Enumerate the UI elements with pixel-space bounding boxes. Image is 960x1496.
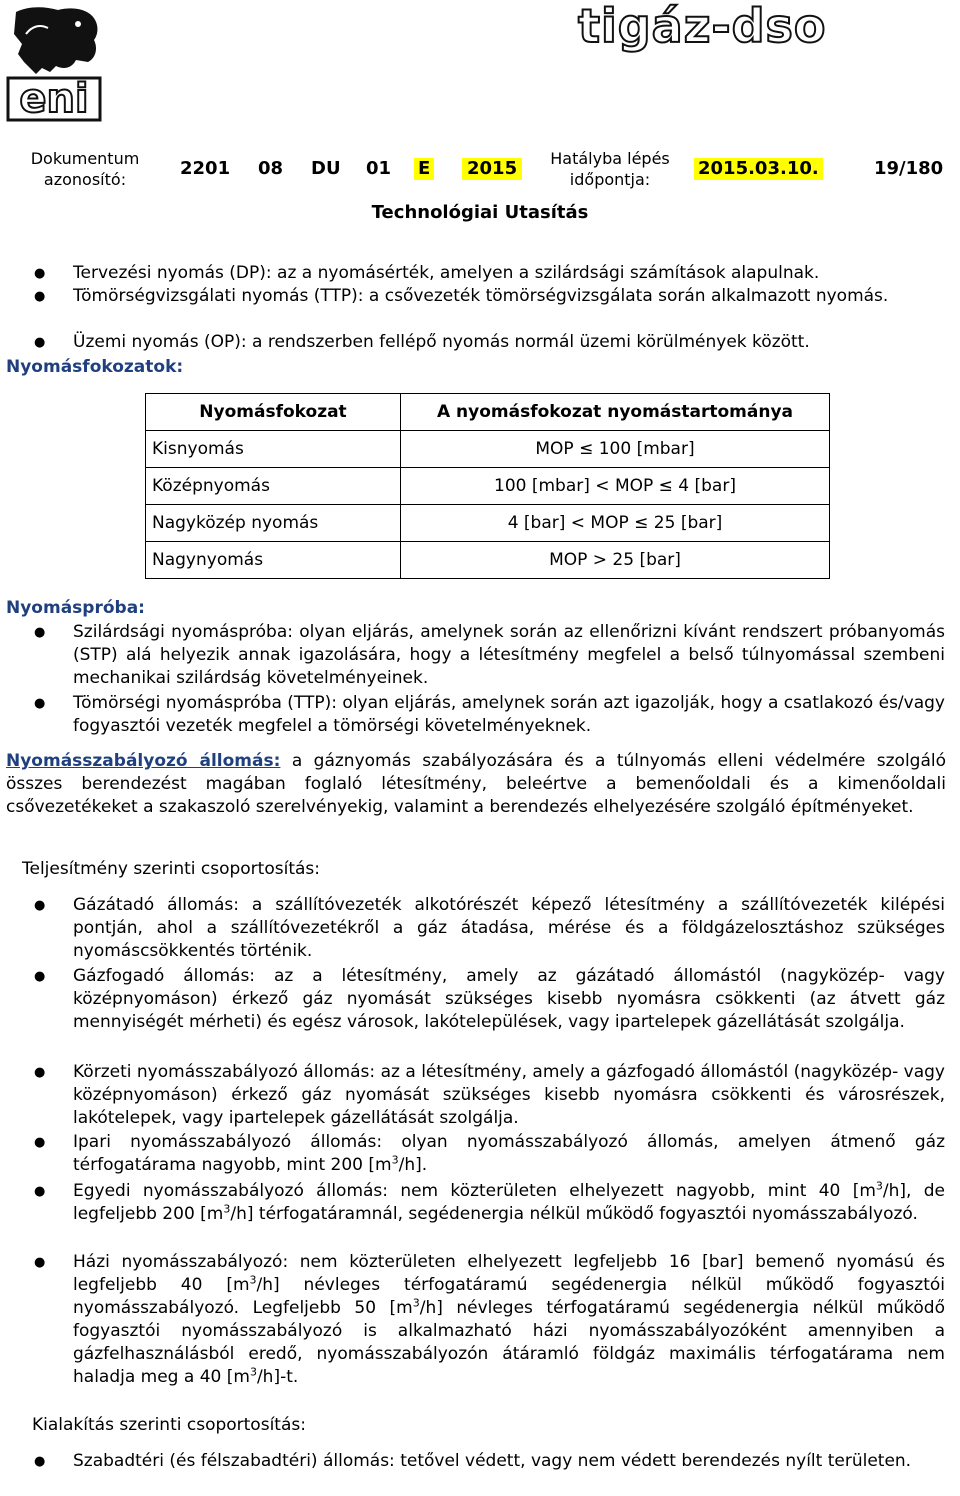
list-item: Üzemi nyomás (OP): a rendszerben fellépő nyomás normál üzemi körülmények között. <box>73 332 810 352</box>
section-heading-pressure-test: Nyomáspróba: <box>6 598 145 618</box>
bullet-dot: ● <box>34 696 46 711</box>
section-heading-capacity: Teljesítmény szerinti csoportosítás: <box>22 859 320 879</box>
effective-label: Hatályba lépés időpontja: <box>550 149 670 189</box>
station-definition-text: a gáznyomás szabályozására és a túlnyomás elleni védelmére szolgáló összes berendezést magában foglaló létesítmény, beleértve a bemenőoldali és a kimenőoldali csővezetékeket a szakaszoló szerelvényekig, valamint a berendezés elhelyezésére szolgáló építményeket. <box>6 751 946 817</box>
bullet-dot: ● <box>34 335 46 350</box>
list-item: Szilárdsági nyomáspróba: olyan eljárás, amelynek során az ellenőrizni kívánt rendszert próbanyomás (STP) alá helyezik annak igazolására, hogy a létesítmény megfelel a belső túlnyomással szembeni mechanikai szilárdság követelményeinek. <box>73 622 945 688</box>
bullet-dot: ● <box>34 969 46 984</box>
effective-date: 2015.03.10. <box>694 158 823 180</box>
document-title: Technológiai Utasítás <box>371 202 589 223</box>
table-header: Nyomásfokozat <box>146 394 401 431</box>
table-row <box>146 431 830 468</box>
bullet-dot: ● <box>34 625 46 640</box>
doc-code-1: 2201 <box>180 158 231 179</box>
pressure-level-table <box>145 393 830 579</box>
bullet-dot: ● <box>34 1135 46 1150</box>
eni-logo <box>6 4 102 122</box>
table-row <box>146 542 830 579</box>
table-header: A nyomásfokozat nyomástartománya <box>401 394 830 431</box>
page-number: 19/180 <box>874 158 944 179</box>
doc-code-2: 08 <box>258 158 284 179</box>
table-cell: Nagyközép nyomás <box>146 505 401 542</box>
list-item: Gázfogadó állomás: az a létesítmény, amely az gázátadó állomástól (nagyközép- vagy középnyomáson) érkező gáz nyomását szükséges kisebb nyomásra csökkenti (az átvett gáz mennyiségét mérheti) és egész városok, lakótelepülések, vagy ipartelepek gázellátását szolgálja. <box>73 966 945 1032</box>
eni-wordmark: eni <box>19 76 89 122</box>
table-cell: Kisnyomás <box>146 431 401 468</box>
doc-code-5: E <box>414 158 434 180</box>
station-definition <box>6 750 946 819</box>
list-item: Ipari nyomásszabályozó állomás: olyan nyomásszabályozó állomás, amelyen átmenő gáz térfogatárama nagyobb, mint 200 $[m^3/h]$. <box>73 1132 945 1175</box>
list-item: Körzeti nyomásszabályozó állomás: az a létesítmény, amely a gázfogadó állomástól (nagyközép- vagy középnyomáson) érkező gáz nyomását szükséges kisebb nyomásra csökkenti és városrészek, lakótelepek, vagy ipartelepek gázellátását szolgálja. <box>73 1062 945 1128</box>
table-cell: Középnyomás <box>146 468 401 505</box>
list-item: Gázátadó állomás: a szállítóvezeték alkotórészét képező létesítmény a szállítóvezeték kilépési pontján, ahol a szállítóvezetékről a gáz átadása, mérése és a földgázelosztáshoz szükséges nyomáscsökkentés történik. <box>73 895 945 961</box>
table-cell: 4 [bar] < MOP ≤ 25 [bar] <box>401 505 830 542</box>
bullet-dot: ● <box>34 1454 46 1469</box>
list-item: Szabadtéri (és félszabadtéri) állomás: tetővel védett, vagy nem védett berendezés nyílt területen. <box>73 1451 912 1471</box>
bullet-dot: ● <box>34 1065 46 1080</box>
table-cell: 100 [mbar] < MOP ≤ 4 [bar] <box>401 468 830 505</box>
bullet-dot: ● <box>34 289 46 304</box>
list-item: Egyedi nyomásszabályozó állomás: nem közterületen elhelyezett nagyobb, mint 40 $[m^3/h]$, de legfeljebb 200 $[m^3/h]$ térfogatáramnál, segédenergia nélkül működő fogyasztói nyomásszabályozó. <box>73 1179 945 1224</box>
table-header-row <box>146 394 830 431</box>
section-heading-pressure-levels: Nyomásfokozatok: <box>6 357 184 377</box>
doc-id-label: Dokumentum azonosító: <box>30 149 140 189</box>
list-item: Tervezési nyomás (DP): az a nyomásérték, amelyen a szilárdsági számítások alapulnak. <box>73 263 820 283</box>
doc-code-4: 01 <box>366 158 392 179</box>
list-item: Házi nyomásszabályozó: nem közterületen elhelyezett legfeljebb 16 [bar] bemenő nyomású és legfeljebb 40 $[m^3/h]$ névleges térfogatáramú segédenergia nélkül működő fogyasztói nyomásszabályozó. Legfeljebb 50 $[m^3/h]$ névleges térfogatáramú segédenergia nélkül működő fogyasztói nyomásszabályozó is alkalmazható házi nyomásszabályozóként amennyiben a gázfelhasználásból eredő, nyomásszabályozón átáramló földgáz maximális térfogatárama nem haladja meg a 40 $[m^3/h]-t$. <box>73 1252 945 1387</box>
bullet-dot: ● <box>34 898 46 913</box>
table-row <box>146 505 830 542</box>
doc-code-3: DU <box>311 158 341 179</box>
section-heading-design: Kialakítás szerinti csoportosítás: <box>32 1415 306 1435</box>
bullet-dot: ● <box>34 1184 46 1199</box>
bullet-dot: ● <box>34 1255 46 1270</box>
table-cell: Nagynyomás <box>146 542 401 579</box>
doc-code-6: 2015 <box>462 158 522 180</box>
tigaz-dso-logo: tigáz-dso <box>578 0 827 53</box>
station-term: Nyomásszabályozó állomás: <box>6 751 281 771</box>
table-row <box>146 468 830 505</box>
list-item: Tömörségi nyomáspróba (TTP): olyan eljárás, amelynek során azt igazolják, hogy a csatlakozó és/vagy fogyasztói vezeték megfelel a tömörségi követelményeknek. <box>73 693 945 736</box>
table-cell: MOP ≤ 100 [mbar] <box>401 431 830 468</box>
bullet-dot: ● <box>34 266 46 281</box>
list-item: Tömörségvizsgálati nyomás (TTP): a csővezeték tömörségvizsgálata során alkalmazott nyomás. <box>73 286 889 306</box>
table-cell: MOP > 25 [bar] <box>401 542 830 579</box>
